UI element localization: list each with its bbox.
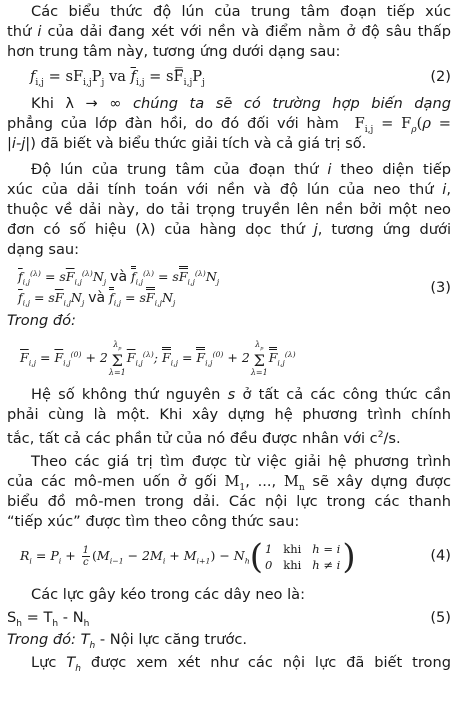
equation-3-line-2: $\overline{f}_{i,j} = s\overline{F}_{i,j}N_j$ và $f_{i,j} = sF_{i,j}N_j$ (3) xyxy=(18,279,451,308)
summation-2: $\lambda_p$ Σ λ=1 xyxy=(250,340,268,377)
paragraph-3-line-4: đơn có số hiệu (λ) của hàng dọc thứ j, tương ứng dưới xyxy=(7,221,452,238)
paragraph-4-line-1: Hệ số không thứ nguyên s ở tất cả các công thức cần xyxy=(31,386,452,403)
case-matrix: ( 1 khi h = i 0 khi h ≠ i ) xyxy=(249,536,356,577)
paragraph-2-line-2: phẳng của lớp đàn hồi, do đó đối với hàm $F_{i,j} = F_\rho(\rho$ = xyxy=(7,115,451,135)
equation-4: $R_i = P_i$ + $\frac{1}{c}$ $(M_{i-1} - 2M_i + M_{i+1}) - N_h$ ( 1 khi h = i 0 khi h ≠ i ) (4) xyxy=(20,536,451,577)
equation-5-number: (5) xyxy=(430,609,451,626)
paragraph-4-line-3: tắc, tất cả các phần tử của nó đều được nhân với $c^2/s$. xyxy=(7,429,401,447)
equation-2: $f_{i,j} = sF_{i,j}P_j$ va $\overline{f}_{i,j}$ = $sF̿_{i,j}P_j$ (2) xyxy=(30,68,451,88)
fraction-1-over-c: $\frac{1}{c}$ xyxy=(82,545,90,568)
paragraph-4-line-2: phải cùng là một. Khi xây dựng hệ phương trình chính xyxy=(7,406,451,423)
paragraph-8: Lực $T_h$ được xem xét như các nội lực đã biết trong xyxy=(31,654,451,674)
paragraph-5-line-1: Theo các giá trị tìm được từ việc giải hệ phương trình xyxy=(31,453,451,470)
paragraph-7: Trong đó: $T_h$ - Nội lực căng trước. xyxy=(7,631,247,651)
paragraph-5-line-3: biểu đồ mô-men trong dải. Các nội lực trong các thanh xyxy=(7,493,451,510)
summation-1: $\lambda_p$ Σ λ=1 xyxy=(108,340,126,377)
paragraph-5-line-4: “tiếp xúc” được tìm theo công thức sau: xyxy=(7,513,300,530)
equation-3-line-1: $\overline{f}_{i,j}^{(\lambda)} = s\overline{F}_{i,j}^{(\lambda)}N_j$ và $f_{i,j}^{(\lambda)} = sF_{i,j}^{(\lambda)}N_j$ xyxy=(18,264,451,293)
equation-4-number: (4) xyxy=(430,547,451,564)
equation-3-sum: $\overline{F}_{i,j} = \overline{F}_{i,j}^{(0)} + 2$ $\lambda_p$ Σ λ=1 $\overline{F}_{i,j}^{(\lambda)}$; $F_{i,j} = F_{i,j}^{(0)} + 2$ $\lambda_p$ Σ λ=1 $F_{i,j}^{(\lambda)}$ xyxy=(20,340,296,377)
paragraph-where-1: Trong đó: xyxy=(7,312,76,329)
paragraph-1-line-2: thứ i của dải đang xét với nền và điểm nằm ở độ sâu thấp xyxy=(7,23,451,40)
paragraph-1-line-1: Các biểu thức độ lún của trung tâm đoạn tiếp xúc xyxy=(31,3,451,20)
paragraph-6: Các lực gây kéo trong các dây neo là: xyxy=(31,586,306,603)
paragraph-5-line-2: của các mô-men uốn ở gối $M_1$, ..., $M_n$ sẽ xây dựng được xyxy=(7,473,451,493)
paragraph-3-line-5: dạng sau: xyxy=(7,241,80,258)
paragraph-3-line-2: xúc của dải tính toán với nền và độ lún của neo thứ i, xyxy=(7,181,451,198)
paragraph-3-line-3: thuộc về dải này, do tải trọng truyền lên nền bởi một neo xyxy=(7,201,451,218)
paragraph-1-line-3: hơn trung tâm này, tương ứng dưới dạng sau: xyxy=(7,43,341,60)
equation-5: $S_h = T_h - N_h$ (5) xyxy=(7,609,451,629)
paragraph-2-line-3: |i-j|) đã biết và biểu thức giải tích và cả giá trị số. xyxy=(7,135,367,152)
paragraph-2-line-1: Khi λ → ∞ chúng ta sẽ có trường hợp biến dạng xyxy=(31,95,452,112)
paragraph-3-line-1: Độ lún của trung tâm của đoạn thứ i theo diện tiếp xyxy=(31,161,451,178)
equation-2-number: (2) xyxy=(430,68,451,85)
equation-3-number: (3) xyxy=(430,279,451,296)
